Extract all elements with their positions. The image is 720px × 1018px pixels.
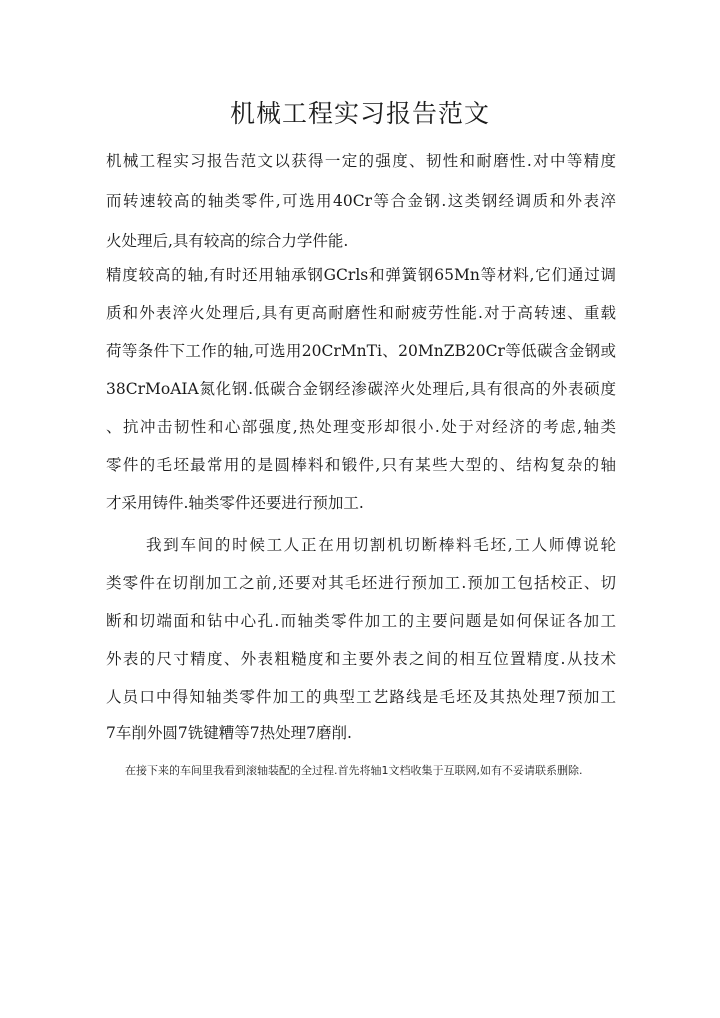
body-line: 我到车间的时候工人正在用切割机切断棒料毛坯,工人师傅说轮 — [146, 536, 616, 554]
body-line: 人员口中得知轴类零件加工的典型工艺路线是毛坯及其热处理7预加工 — [106, 688, 616, 706]
body-line: 外表的尺寸精度、外表粗糙度和主要外表之间的相互位置精度.从技术 — [106, 650, 616, 668]
document-title: 机械工程实习报告范文 — [229, 99, 490, 128]
body-line: 荷等条件下工作的轴,可选用20CrMnTi、20MnZB20Cr等低碳含金钢或 — [106, 342, 616, 360]
footnote: 在接下来的车间里我看到滚轴装配的全过程.首先将轴1文档收集于互联网,如有不妥请联系删除. — [125, 764, 583, 777]
body-line: 零件的毛坯最常用的是圆棒料和锻件,只有某些大型的、结构复杂的轴 — [106, 456, 616, 474]
body-line: 火处理后,具有较高的综合力学件能. — [106, 232, 349, 250]
body-line: 质和外表淬火处理后,具有更高耐磨性和耐疲劳性能.对于高转速、重载 — [106, 304, 616, 322]
body-line: 断和切端面和钻中心孔.而轴类零件加工的主要问题是如何保证各加工 — [106, 612, 616, 630]
body-line: 、抗冲击韧性和心部强度,热处理变形却很小.处于对经济的考虑,轴类 — [106, 418, 616, 436]
body-line: 而转速较高的轴类零件,可选用40Cr等合金钢.这类钢经调质和外表淬 — [106, 192, 616, 210]
body-line: 才采用铸件.轴类零件还要进行预加工. — [106, 494, 364, 512]
body-line: 7车削外圆7铣键糟等7热处理7磨削. — [106, 724, 352, 742]
body-line: 精度较高的轴,有时还用轴承钢GCrls和弹簧钢65Mn等材料,它们通过调 — [106, 266, 616, 284]
body-line: 38CrMoAIA氮化钢.低碳合金钢经渗碳淬火处理后,具有很高的外表硕度 — [106, 380, 616, 398]
body-line: 机械工程实习报告范文以获得一定的强度、韧性和耐磨性.对中等精度 — [106, 152, 616, 170]
body-line: 类零件在切削加工之前,还要对其毛坯进行预加工.预加工包括校正、切 — [106, 574, 616, 592]
